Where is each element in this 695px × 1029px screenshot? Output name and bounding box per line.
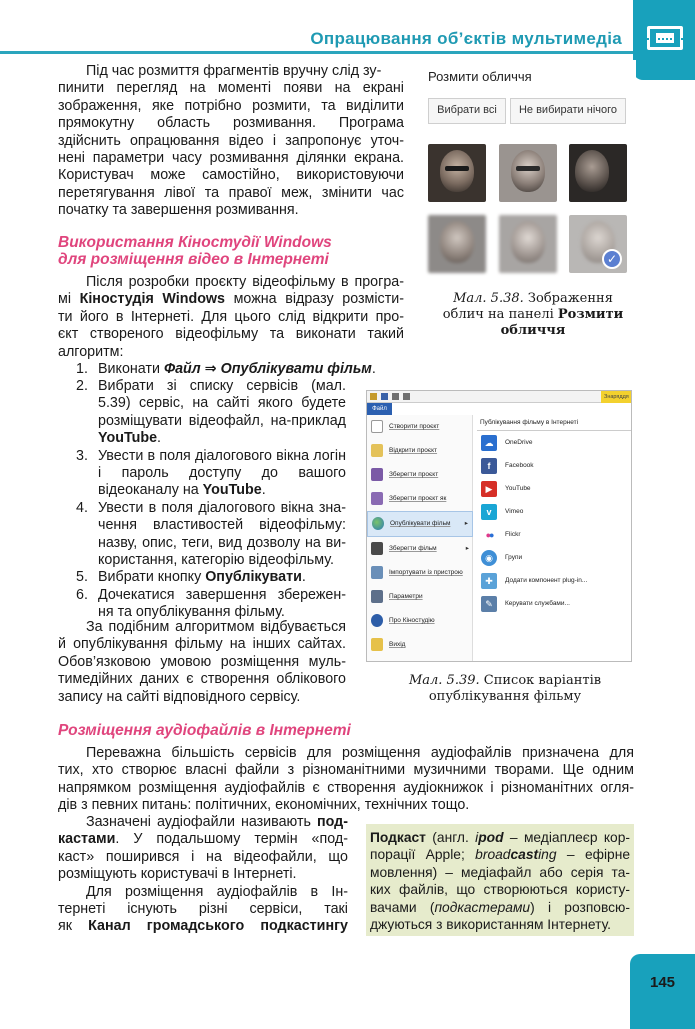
- panel-title: Розмити обличчя: [428, 69, 532, 84]
- podcast-definition-box: Подкаст (англ. ipod – медіаплеєр кор- порації Apple; broadcasting – ефірне мовлення) – медіафайл або серія та- ких файлів, що створюються користу- вачами (подкастерами) і розповсю- джуються з використанням Інтернету.: [366, 824, 634, 936]
- blurred-face-thumbnail[interactable]: [428, 215, 486, 273]
- publish-services-list: [477, 415, 631, 662]
- add-plugin-item[interactable]: ✚ Додати компонент plug-in...: [477, 571, 631, 591]
- list-item: 6. Дочекатися завершення збережен-ня та опублікування фільму.: [76, 586, 346, 621]
- list-item: 1. Виконати Файл ⇒ Опублікувати фільм.: [76, 361, 376, 377]
- film-strip-icon: [647, 26, 683, 50]
- groups-icon: ◉: [481, 550, 497, 566]
- podcast-paragraph: Зазначені аудіофайли називають под- кастами. У подальшому термін «под- каст» поширився і на відеофайли, що розміщують користувачі в Інтернеті. Для розміщення аудіофайлів в Ін- тернеті існують різні сервіси, такі як Канал громадського подкастингу: [58, 814, 348, 935]
- chapter-tab: [633, 0, 695, 80]
- info-icon: [371, 614, 383, 627]
- service-onedrive[interactable]: ☁ OneDrive: [477, 433, 631, 453]
- menu-item-save-project-as[interactable]: Зберегти проєкт як: [367, 487, 473, 511]
- folder-icon: [371, 444, 383, 457]
- submenu-arrow-icon: ▸: [465, 545, 469, 552]
- youtube-icon: ▶: [481, 481, 497, 497]
- service-youtube[interactable]: ▶ YouTube: [477, 479, 631, 499]
- camera-icon: [371, 566, 383, 579]
- services-list-header: Публікування фільму в Інтернеті: [477, 419, 631, 431]
- face-thumbnail[interactable]: [569, 144, 627, 202]
- tools-tab[interactable]: Знаряддя: [601, 391, 631, 403]
- checkmark-icon: ✓: [602, 249, 622, 269]
- figure-caption-5-39: Мал. 5.39. Список варіантів опублікування фільму: [408, 673, 602, 704]
- manage-icon: ✎: [481, 596, 497, 612]
- menu-item-about[interactable]: Про Кіностудію: [367, 609, 473, 633]
- save-as-icon: [371, 492, 383, 505]
- redo-icon[interactable]: [403, 393, 410, 400]
- settings-icon: [371, 590, 383, 603]
- section2-paragraph: Переважна більшість сервісів для розміщення аудіофайлів призначена для тих, хто створює власні файли з різноманітними музичними творами. Ще одним напрямком розміщення аудіофайлів є створення аудіокнижок і різноманітних огля- дів з певних питань: політичних, економічних, технічних тощо.: [58, 745, 634, 814]
- onedrive-icon: ☁: [481, 435, 497, 451]
- menu-item-open-project[interactable]: Відкрити проєкт: [367, 439, 473, 463]
- service-groups[interactable]: ◉ Групи: [477, 548, 631, 568]
- list-item: 5. Вибрати кнопку Опублікувати.: [76, 569, 306, 586]
- submenu-arrow-icon: ▸: [464, 520, 468, 527]
- select-all-button[interactable]: Вибрати всі: [428, 98, 506, 124]
- blur-faces-panel: [424, 60, 636, 286]
- blurred-face-thumbnail[interactable]: [499, 215, 557, 273]
- globe-icon: [372, 517, 384, 530]
- menu-item-import-device[interactable]: Імпортувати із пристрою: [367, 561, 473, 585]
- menu-item-save-project[interactable]: Зберегти проєкт: [367, 463, 473, 487]
- movie-maker-file-menu-screenshot: [366, 390, 632, 662]
- header-rule: [0, 51, 636, 54]
- menu-item-new-project[interactable]: Створити проєкт: [367, 415, 473, 439]
- flickr-icon: ●●: [481, 527, 497, 543]
- service-flickr[interactable]: ●● Flickr: [477, 525, 631, 545]
- facebook-icon: f: [481, 458, 497, 474]
- section1-after-paragraph: За подібним алгоритмом відбувається й опублікування фільму на інших сайтах. Обов’язковою умовою розміщення муль- тимедійних даних є створення облікового запису на сайті відповідного сервісу.: [58, 619, 346, 705]
- save-icon: [371, 468, 383, 481]
- app-icon: [370, 393, 377, 400]
- manage-services-item[interactable]: ✎ Керувати службами...: [477, 594, 631, 614]
- save-icon[interactable]: [381, 393, 388, 400]
- list-item: 3. Увести в поля діалогового вікна логін і пароль доступу до вашого відеоканалу на YouTube.: [76, 447, 346, 499]
- film-icon: [371, 542, 383, 555]
- blurred-face-thumbnail-selected[interactable]: [569, 215, 627, 273]
- section-heading-audio: Розміщення аудіофайлів в Інтернеті: [58, 722, 351, 739]
- page-number-tab: [630, 954, 695, 1029]
- menu-item-options[interactable]: Параметри: [367, 585, 473, 609]
- service-facebook[interactable]: f Facebook: [477, 456, 631, 476]
- select-none-button[interactable]: Не вибирати нічого: [510, 98, 626, 124]
- exit-icon: [371, 638, 383, 651]
- file-tab[interactable]: Файл: [367, 403, 392, 415]
- undo-icon[interactable]: [392, 393, 399, 400]
- section-heading-movie-maker: Використання Кіностудії Windows для розміщення відео в Інтернеті: [58, 234, 332, 268]
- menu-item-publish-movie[interactable]: Опублікувати фільм ▸: [367, 511, 473, 537]
- algorithm-steps-list: [76, 361, 398, 378]
- list-item: 4. Увести в поля діалогового вікна зна-чення властивостей відеофільму: назву, опис, теги, вид дозволу на ви-користання, категорію відеофільму.: [76, 499, 346, 569]
- figure-caption-5-38: Мал. 5.38. Зображення облич на панелі Розмити обличчя: [442, 291, 624, 338]
- file-menu: [367, 415, 473, 662]
- section1-paragraph: Після розробки проєкту відеофільму в програ- мі Кіностудія Windows можна відразу розмісти- ти його в Інтернеті. Для цього слід відкрити про- єкт створеного відеофільму та виконати такий алгоритм:: [58, 274, 404, 360]
- face-thumbnail[interactable]: [499, 144, 557, 202]
- intro-paragraph: Під час розмиття фрагментів вручну слід зу- пинити перегляд на моменті появи на екрані зображення, яке потрібно розмити, та виділити прямокутну область розмивання. Програма здійснить опрацювання відео і запропонує уточ- нені параметри часу розмивання ділянки екрана. Користувач може самостійно, використовуючи перетягування лівої та правої меж, змінити час початку та завершення розмивання.: [58, 63, 404, 219]
- puzzle-icon: ✚: [481, 573, 497, 589]
- face-thumbnail[interactable]: [428, 144, 486, 202]
- service-vimeo[interactable]: v Vimeo: [477, 502, 631, 522]
- new-document-icon: [371, 420, 383, 433]
- algorithm-steps-list-continued: [76, 378, 346, 622]
- quick-access-toolbar: [367, 391, 631, 403]
- list-item: 2. Вибрати зі списку сервісів (мал. 5.39) сервіс, на сайті якого будете розміщувати відеофайл, на-приклад YouTube.: [76, 378, 346, 447]
- running-header-title: Опрацювання об’єктів мультимедіа: [310, 29, 622, 48]
- menu-item-save-movie[interactable]: Зберегти фільм ▸: [367, 537, 473, 561]
- menu-item-exit[interactable]: Вихід: [367, 633, 473, 657]
- vimeo-icon: v: [481, 504, 497, 520]
- page-number: 145: [649, 974, 676, 991]
